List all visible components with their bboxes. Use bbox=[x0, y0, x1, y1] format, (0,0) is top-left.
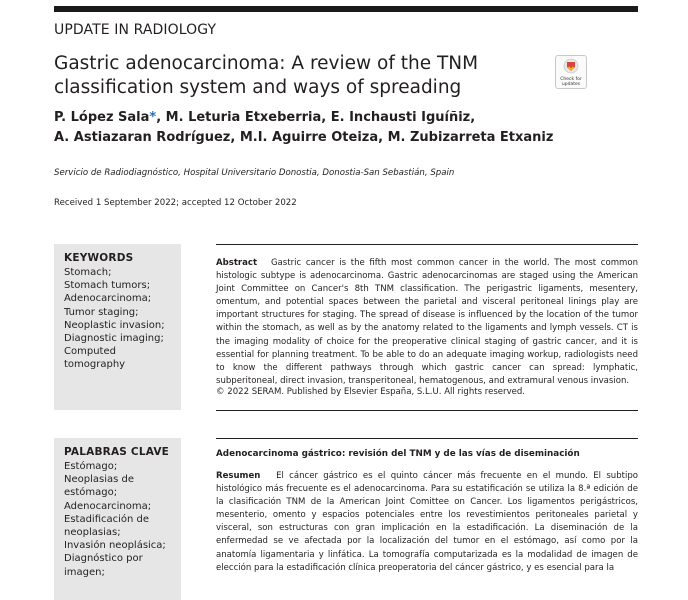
keyword-item: Adenocarcinoma; bbox=[64, 293, 152, 305]
abstract-paragraph bbox=[216, 257, 638, 388]
received-dates: Received 1 September 2022; accepted 12 October 2022 bbox=[54, 198, 297, 208]
keyword-item: Adenocarcinoma; bbox=[64, 500, 152, 512]
keyword-item: Estómago; bbox=[64, 461, 118, 472]
keyword-item: Invasión neoplásica; bbox=[64, 540, 166, 552]
keywords-box bbox=[54, 244, 181, 410]
palabras-clave-heading: PALABRAS CLAVE bbox=[64, 446, 170, 458]
keyword-item: Computed tomography bbox=[64, 346, 126, 371]
abstract-top-rule bbox=[216, 244, 638, 245]
palabras-clave-box bbox=[54, 438, 181, 600]
keywords-heading: KEYWORDS bbox=[64, 252, 134, 264]
keyword-item: Stomach tumors; bbox=[64, 280, 151, 292]
keyword-item: Neoplastic invasion; bbox=[64, 319, 165, 331]
abstract-bottom-rule bbox=[216, 410, 638, 411]
resumen-label: Resumen bbox=[216, 471, 261, 481]
badge-label: Check for updates bbox=[560, 77, 582, 87]
section-label: UPDATE IN RADIOLOGY bbox=[54, 22, 217, 38]
resumen-top-rule bbox=[216, 438, 638, 439]
keyword-item: Diagnostic imaging; bbox=[64, 333, 164, 345]
author-line-2: A. Astiazaran Rodríguez, M.I. Aguirre Oteiza, M. Zubizarreta Etxaniz bbox=[54, 130, 554, 145]
author-line-1-rest: , M. Leturia Etxeberria, E. Inchausti Iguíñiz, bbox=[156, 110, 476, 125]
resumen-paragraph bbox=[216, 470, 638, 575]
author-list bbox=[54, 108, 614, 148]
author-line-1 bbox=[54, 108, 614, 128]
resumen-text: El cáncer gástrico es el quinto cáncer más frecuente en el mundo. El subtipo histológico más frecuente es el adenocarcinoma. Para su estatificación se utiliza la 8.ª edición de la clasificación TNM de la American Joint Comittee on Cancer. Los ligamentos perigástricos, mesenterio, omento y espacios potenciales entre los revestimientos peritoneales parietal y visceral, son estructuras con gran implicación en la estadificación. La diseminación de la enfermedad se ve afectada por la localización del tumor en el estómago, así como por la anatomía ligamentaria y linfática. La tomografía computarizada es la modalidad de imagen de elección para la estadificación clínica preoperatoria del cáncer gástrico, y es esencial para la bbox=[216, 471, 638, 573]
top-rule bbox=[54, 6, 638, 12]
keyword-item: Diagnóstico por imagen; bbox=[64, 553, 143, 578]
keyword-item: Estadificación de neoplasias; bbox=[64, 513, 150, 539]
keyword-item: Tumor staging; bbox=[64, 306, 139, 318]
author-first: P. López Sala bbox=[54, 110, 150, 125]
article-title: Gastric adenocarcinoma: A review of the TNM classification system and ways of spreading bbox=[54, 53, 479, 98]
spanish-title: Adenocarcinoma gástrico: revisión del TNM y de las vías de diseminación bbox=[216, 449, 580, 459]
abstract-label: Abstract bbox=[216, 258, 258, 268]
keyword-item: Stomach; bbox=[64, 267, 112, 278]
crossmark-icon bbox=[563, 58, 579, 76]
abstract-text: Gastric cancer is the fifth most common cancer in the world. The most common histologic subtype is adenocarcinoma. Gastric adenocarcinomas are staged using the American Joint Committee on Cancer's 8th TNM classification. The perigastric ligaments, mesentery, omentum, and potential spaces between the parietal and visceral peritoneal linings play are important structures for staging. The spread of disease is influenced by the location of the tumor within the stomach, as well as by the anatomy related to the ligaments and lymph vessels. CT is the imaging modality of choice for the preoperative clinical staging of gastric cancer, and it is essential for planning treatment. To be able to do an adequate imaging workup, radiologists need to know the different pathways through which gastric cancer can spread: lymphatic, subperitoneal, direct invasion, transperitoneal, hematogenous, and extramural venous invasion. bbox=[216, 258, 638, 386]
affiliation: Servicio de Radiodiagnóstico, Hospital Universitario Donostia, Donostia-San Sebastián, Spain bbox=[54, 168, 455, 178]
check-for-updates-badge[interactable] bbox=[555, 55, 587, 89]
keyword-item: Neoplasias de estómago; bbox=[64, 474, 135, 499]
copyright-line: © 2022 SERAM. Published by Elsevier España, S.L.U. All rights reserved. bbox=[216, 387, 526, 397]
corresponding-author-marker[interactable]: * bbox=[149, 110, 157, 125]
